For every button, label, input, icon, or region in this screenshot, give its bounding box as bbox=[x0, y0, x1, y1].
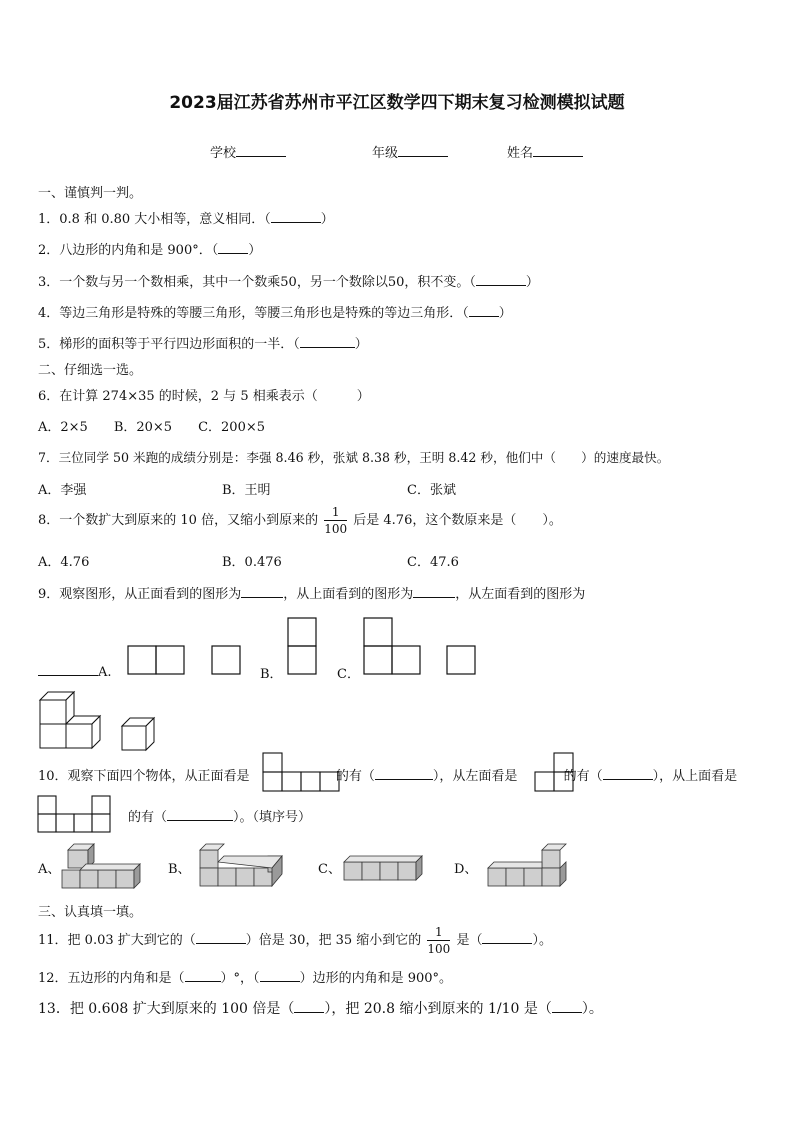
question-8: 8．一个数扩大到原来的 10 倍，又缩小到原来的 $\frac{1}{100}$ 后是 4.76，这个数原来是（ ）。 bbox=[38, 505, 562, 536]
question-9-option-c-label: C． bbox=[337, 667, 360, 682]
question-8-option-c: C．47.6 bbox=[407, 555, 459, 570]
question-7-option-c: C．张斌 bbox=[407, 483, 456, 498]
question-3: 3．一个数与另一个数相乘，其中一个数乘50，另一个数除以50，积不变。（ ） bbox=[38, 275, 539, 290]
section-3-heading: 三、认真填一填。 bbox=[38, 905, 143, 920]
question-8-option-a: A．4.76 bbox=[38, 555, 90, 570]
question-4: 4．等边三角形是特殊的等腰三角形，等腰三角形也是特殊的等边三角形．（ ） bbox=[38, 306, 512, 321]
fraction: $\frac{1}{100}$ bbox=[324, 505, 348, 536]
question-1: 1．0.8 和 0.80 大小相等，意义相同．（ ） bbox=[38, 212, 334, 227]
question-10-option-b-label: B、 bbox=[168, 862, 191, 877]
question-5: 5．梯形的面积等于平行四边形面积的一半．（ ） bbox=[38, 337, 368, 352]
page-title: 2023届江苏省苏州市平江区数学四下期末复习检测模拟试题 bbox=[169, 93, 625, 113]
question-9-blank: A. bbox=[38, 663, 112, 680]
question-9: 9．观察图形，从正面看到的图形为 ，从上面看到的图形为 ，从左面看到的图形为 bbox=[38, 587, 586, 602]
question-6-options: A．2×5 B．20×5 C．200×5 bbox=[38, 420, 266, 435]
question-10-option-d-label: D、 bbox=[454, 862, 478, 877]
question-8-option-b: B．0.476 bbox=[222, 555, 282, 570]
grade-field: 年级 bbox=[372, 142, 448, 161]
question-13: 13．把 0.608 扩大到原来的 100 倍是（ ），把 20.8 缩小到原来的 1/10 是（ ）。 bbox=[38, 1001, 603, 1017]
question-10: 10．观察下面四个物体，从正面看是 的有（ ），从左面看是 的有（ ），从上面看是 bbox=[38, 769, 738, 784]
question-10-option-a-label: A、 bbox=[38, 862, 61, 877]
question-11: 11．把 0.03 扩大到它的（ ）倍是 30，把 35 缩小到它的 $\frac{1}{100}$ 是（ ）。 bbox=[38, 925, 552, 956]
question-6: 6．在计算 274×35 的时候，2 与 5 相乘表示（ ） bbox=[38, 389, 370, 404]
question-7: 7．三位同学 50 米跑的成绩分别是：李强 8.46 秒，张斌 8.38 秒，王明 8.42 秒，他们中（ ）的速度最快。 bbox=[38, 450, 670, 465]
question-10-line2: 的有（ ）。（填序号） bbox=[128, 810, 312, 825]
school-field: 学校 bbox=[210, 142, 286, 161]
name-field: 姓名 bbox=[507, 142, 583, 161]
question-9-option-b-label: B． bbox=[260, 667, 283, 682]
question-2: 2．八边形的内角和是 900°．（ ） bbox=[38, 243, 262, 258]
question-10-option-c-label: C、 bbox=[318, 862, 341, 877]
question-7-option-b: B．王明 bbox=[222, 483, 271, 498]
section-1-heading: 一、谨慎判一判。 bbox=[38, 186, 143, 201]
section-2-heading: 二、仔细选一选。 bbox=[38, 363, 143, 378]
question-12: 12．五边形的内角和是（ ）°，（ ）边形的内角和是 900°。 bbox=[38, 971, 453, 986]
fraction: $\frac{1}{100}$ bbox=[427, 925, 451, 956]
question-7-option-a: A．李强 bbox=[38, 483, 87, 498]
